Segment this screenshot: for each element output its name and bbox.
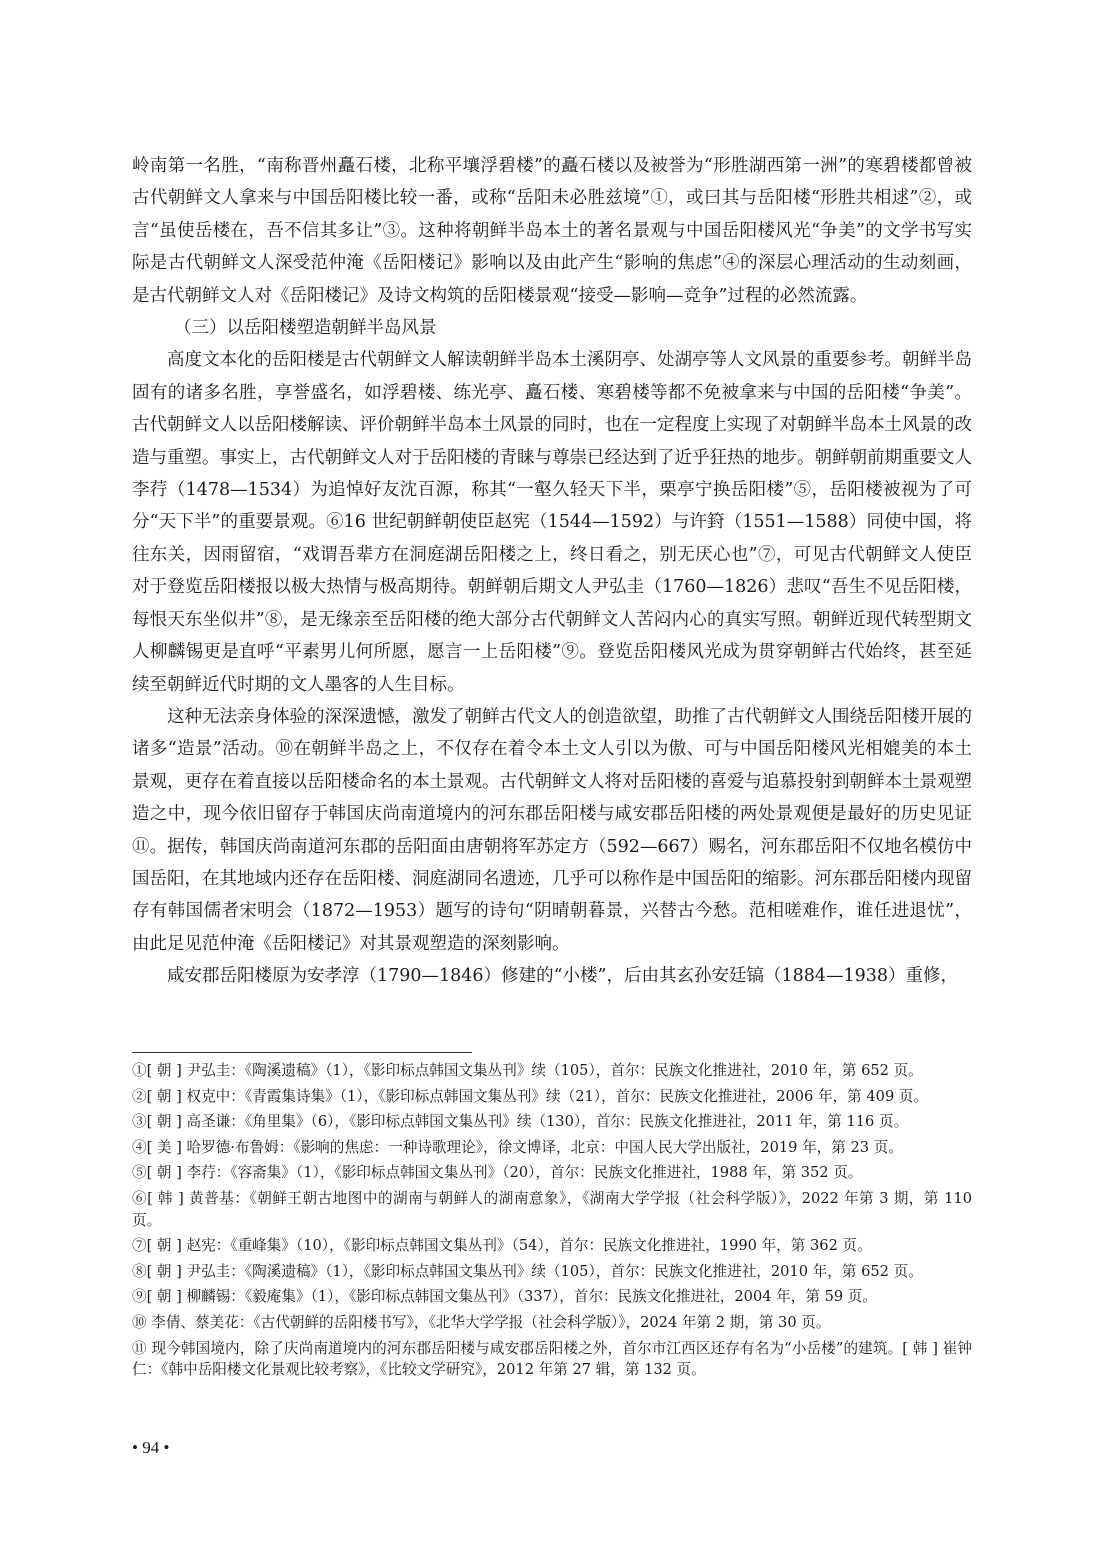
- footnote-divider: [132, 1052, 472, 1053]
- section-heading: （三）以岳阳楼塑造朝鲜半岛风景: [174, 318, 437, 339]
- page-number: • 94 •: [132, 1438, 170, 1457]
- footnote: ①[ 朝 ] 尹弘圭：《陶溪遗稿》（1），《影印标点韩国文集丛刊》续（105），首尔：民族文化推进社，2010 年，第 652 页。: [132, 1062, 923, 1079]
- footnote: ③[ 朝 ] 高圣谦：《角里集》（6），《影印标点韩国文集丛刊》续（130），首尔：民族文化推进社，2011 年，第 116 页。: [132, 1113, 909, 1131]
- paragraph-continuation: 岭南第一名胜，“南称晋州矗石楼，北称平壤浮碧楼”的矗石楼以及被誉为“形胜湖西第一洲”的寒碧楼都曾被古代朝鲜文人拿来与中国岳阳楼比较一番，或称“岳阳未必胜兹境”①，或曰其与岳阳楼“形胜共相逑”②，或言“虽使岳楼在，吾不信其多让”③。这种将朝鲜半岛本土的著名景观与中国岳阳楼风光“争美”的文学书写实际是古代朝鲜文人深受范仲淹《岳阳楼记》影响以及由此产生“影响的焦虑”④的深层心理活动的生动刻画，是古代朝鲜文人对《岳阳楼记》及诗文构筑的岳阳楼景观“接受—影响—竞争”过程的必然流露。: [132, 156, 972, 306]
- footnote: ⑤[ 朝 ] 李荇：《容斋集》（1），《影印标点韩国文集丛刊》（20），首尔：民族文化推进社，1988 年，第 352 页。: [132, 1164, 863, 1182]
- body-text: [132, 150, 972, 993]
- footnote: ⑨[ 朝 ] 柳麟锡：《毅庵集》（1），《影印标点韩国文集丛刊》（337），首尔：民族文化推进社，2004 年，第 59 页。: [132, 1288, 877, 1306]
- footnote: ⑩ 李倩、蔡美花：《古代朝鲜的岳阳楼书写》，《北华大学学报（社会科学版）》，2024 年第 2 期，第 30 页。: [132, 1313, 831, 1331]
- footnote: ④[ 美 ] 哈罗德·布鲁姆：《影响的焦虑：一种诗歌理论》，徐文博译，北京：中国人民大学出版社，2019 年，第 23 页。: [132, 1138, 903, 1156]
- footnote: ⑦[ 朝 ] 赵宪：《重峰集》（10），《影印标点韩国文集丛刊》（54），首尔：民族文化推进社，1990 年，第 362 页。: [132, 1237, 872, 1255]
- footnote: ⑧[ 朝 ] 尹弘圭：《陶溪遗稿》（1），《影印标点韩国文集丛刊》续（105），首尔：民族文化推进社，2010 年，第 652 页。: [132, 1262, 923, 1280]
- footnote: ②[ 朝 ] 权克中：《青霞集诗集》（1），《影印标点韩国文集丛刊》续（21），首尔：民族文化推进社，2006 年，第 409 页。: [132, 1087, 929, 1105]
- footnote: ⑪ 现今韩国境内，除了庆尚南道境内的河东郡岳阳楼与咸安郡岳阳楼之外，首尔市江西区还存有名为“小岳楼”的建筑。[ 韩 ] 崔钟仁：《韩中岳阳楼文化景观比较考察》，《比较文学研究》，2012 年第 27 辑，第 132 页。: [132, 1339, 972, 1379]
- paragraph: 这种无法亲身体验的深深遗憾，激发了朝鲜古代文人的创造欲望，助推了古代朝鲜文人围绕岳阳楼开展的诸多“造景”活动。⑩在朝鲜半岛之上，不仅存在着令本土文人引以为傲、可与中国岳阳楼风光相媲美的本土景观，更存在着直接以岳阳楼命名的本土景观。古代朝鲜文人将对岳阳楼的喜爱与追慕投射到朝鲜本土景观塑造之中，现今依旧留存于韩国庆尚南道境内的河东郡岳阳楼与咸安郡岳阳楼的两处景观便是最好的历史见证⑪。据传，韩国庆尚南道河东郡的岳阳面由唐朝将军苏定方（592—667）赐名，河东郡岳阳不仅地名模仿中国岳阳，在其地域内还存在岳阳楼、洞庭湖同名遗迹，几乎可以称作是中国岳阳的缩影。河东郡岳阳楼内现留存有韩国儒者宋明会（1872—1953）题写的诗句“阴晴朝暮景，兴替古今愁。范相嗟难作，谁任进退忧”，由此足见范仲淹《岳阳楼记》对其景观塑造的深刻影响。: [132, 706, 972, 954]
- paragraph: 高度文本化的岳阳楼是古代朝鲜文人解读朝鲜半岛本土溪阴亭、处湖亭等人文风景的重要参考。朝鲜半岛固有的诸多名胜，享誉盛名，如浮碧楼、练光亭、矗石楼、寒碧楼等都不免被拿来与中国的岳阳楼“争美”。古代朝鲜文人以岳阳楼解读、评价朝鲜半岛本土风景的同时，也在一定程度上实现了对朝鲜半岛本土风景的改造与重塑。事实上，古代朝鲜文人对于岳阳楼的青睐与尊崇已经达到了近乎狂热的地步。朝鲜朝前期重要文人李荇（1478—1534）为追悼好友沈百源，称其“一壑久轻天下半，栗亭宁换岳阳楼”⑤，岳阳楼被视为了可分“天下半”的重要景观。⑥16 世纪朝鲜朝使臣赵宪（1544—1592）与许篈（1551—1588）同使中国，将往东关，因雨留宿，“戏谓吾辈方在洞庭湖岳阳楼之上，终日看之，别无厌心也”⑦，可见古代朝鲜文人使臣对于登览岳阳楼报以极大热情与极高期待。朝鲜朝后期文人尹弘圭（1760—1826）悲叹“吾生不见岳阳楼，每恨天东坐似井”⑧，是无缘亲至岳阳楼的绝大部分古代朝鲜文人苦闷内心的真实写照。朝鲜近现代转型期文人柳麟锡更是直呼“平素男儿何所愿，愿言一上岳阳楼”⑨。登览岳阳楼风光成为贯穿朝鲜古代始终，甚至延续至朝鲜近代时期的文人墨客的人生目标。: [132, 350, 973, 695]
- footnotes: [132, 1060, 972, 1385]
- footnote: ⑥[ 韩 ] 黄普基：《朝鲜王朝古地图中的湖南与朝鲜人的湖南意象》，《湖南大学学报（社会科学版）》，2022 年第 3 期，第 110 页。: [132, 1189, 972, 1229]
- paragraph: 咸安郡岳阳楼原为安孝淳（1790—1846）修建的“小楼”，后由其玄孙安廷镐（1884—1938）重修，: [167, 966, 959, 987]
